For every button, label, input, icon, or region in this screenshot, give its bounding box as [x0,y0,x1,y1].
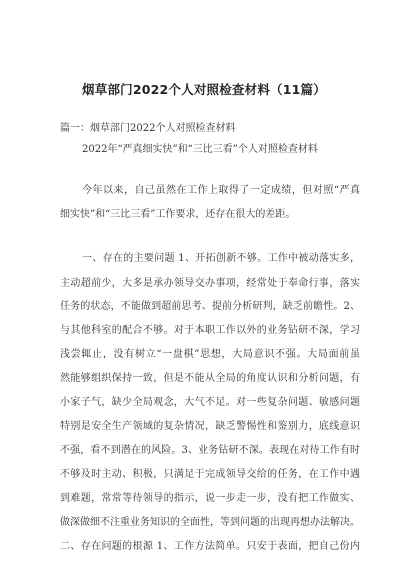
body-line: 不够及时主动、积极，只满足于完成领导交给的任务，在工作中遇 [60,469,360,480]
body-line: 二、存在问题的根源 1、工作方法简单。只安于表面，把自己份内 [60,541,360,552]
body-line: 任务的状态，不能做到超前思考、提前分析研判，缺乏前瞻性。2、 [60,301,360,312]
body-line: 到难题，常常等待领导的指示，说一步走一步，没有把工作做实、 [60,493,360,504]
body-line: 主动超前少，大多是承办领导交办事项，经常处于奉命行事，落实 [60,278,360,289]
body-line: 特别是安全生产领域的复杂情况，缺乏警惕性和鉴别力，底线意识 [60,421,360,432]
section-heading: 2022年“严真细实快”和“三比三看”个人对照检查材料 [82,144,318,155]
document-subtitle: 篇一：烟草部门2022个人对照检查材料 [60,123,236,134]
body-line: 浅尝辄止，没有树立“一盘棋”思想，大局意识不强。大局面前虽 [60,349,360,360]
intro-line: 细实快”和“三比三看”工作要求，还存在很大的差距。 [60,209,296,220]
body-line: 然能够组织保持一致，但是不能从全局的角度认识和分析问题，有 [60,373,360,384]
body-line: 小家子气，缺少全局观念，大气不足。对一些复杂问题、敏感问题 [60,397,360,408]
intro-line: 今年以来，自己虽然在工作上取得了一定成绩，但对照“严真 [82,185,360,196]
body-line: 做深做细不注重业务知识的全面性，等到问题的出现再想办法解决。 [60,517,360,528]
body-line: 一、存在的主要问题 1、开拓创新不够。工作中被动落实多， [82,253,360,264]
body-line: 不强，看不到潜在的风险。3、业务钻研不深。表现在对待工作有时 [60,445,360,456]
document-title: 烟草部门2022个人对照检查材料（11篇） [82,82,326,97]
body-line: 与其他科室的配合不够。对于本职工作以外的业务钻研不深，学习 [60,325,360,336]
